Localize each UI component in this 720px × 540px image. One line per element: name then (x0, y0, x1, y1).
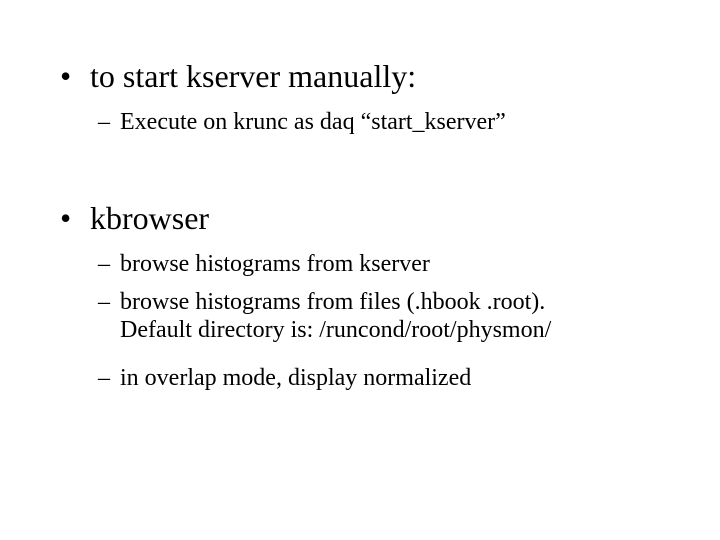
sub-bullet-line: Default directory is: /runcond/root/physmon/ (120, 317, 552, 343)
sub-bullet-line: browse histograms from kserver (120, 251, 430, 277)
sub-bullet-line: Execute on krunc as daq “start_kserver” (120, 109, 506, 135)
bullet-text: kbrowser (90, 200, 210, 236)
sub-bullet-item (98, 108, 506, 136)
bullet-item (60, 58, 416, 94)
dash-marker: – (98, 109, 110, 135)
dash-marker: – (98, 251, 110, 277)
bullet-item (60, 200, 209, 236)
sub-bullet-text (120, 250, 430, 278)
sub-bullet-item (98, 364, 471, 392)
sub-bullet-text (120, 364, 471, 392)
sub-bullet-text (120, 108, 506, 136)
bullet-text: to start kserver manually: (90, 58, 417, 94)
sub-bullet-item (98, 288, 551, 344)
dash-marker: – (98, 365, 110, 391)
bullet-marker: • (60, 58, 72, 94)
dash-marker: – (98, 289, 110, 315)
sub-bullet-item (98, 250, 430, 278)
sub-bullet-text (120, 288, 551, 344)
sub-bullet-line: in overlap mode, display normalized (120, 365, 472, 391)
bullet-marker: • (60, 200, 72, 236)
sub-bullet-line: browse histograms from files (.hbook .root). (120, 289, 546, 315)
